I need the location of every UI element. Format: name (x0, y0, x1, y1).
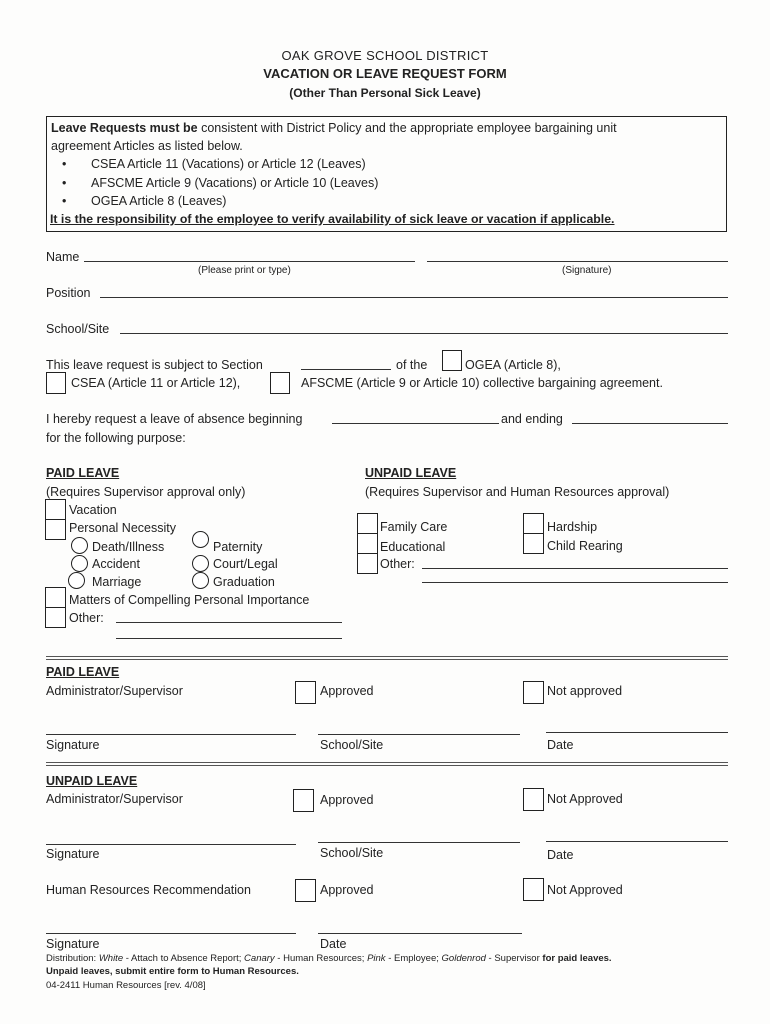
graduation-label: Graduation (213, 575, 275, 589)
paid-school-line[interactable] (318, 734, 520, 735)
position-label: Position (46, 286, 91, 300)
hr-date-label: Date (320, 937, 347, 951)
court-legal-radio[interactable] (192, 555, 209, 572)
unpaid-other-checkbox[interactable] (357, 553, 378, 574)
notice-lead-rest: consistent with District Policy and the appropriate employee bargaining unit (197, 121, 617, 135)
notice-line-2: agreement Articles as listed below. (51, 139, 243, 153)
unpaid-leave-note: (Requires Supervisor and Human Resources approval) (365, 485, 670, 499)
notice-line-1 (51, 121, 617, 135)
death-illness-label: Death/Illness (92, 540, 165, 554)
graduation-radio[interactable] (192, 572, 209, 589)
form-id: 04-2411 Human Resources [rev. 4/08] (46, 980, 206, 991)
paid-approval-heading: PAID LEAVE (46, 665, 120, 679)
bullet-dot: • (62, 176, 67, 190)
unpaid-date-label: Date (547, 848, 574, 862)
csea-label: CSEA (Article 11 or Article 12), (71, 376, 241, 390)
hr-signature-label: Signature (46, 937, 100, 951)
paid-date-line[interactable] (546, 732, 728, 733)
paid-date-label: Date (547, 738, 574, 752)
notice-responsibility: It is the responsibility of the employee to verify availability of sick leave or vacation if applicable. (50, 212, 615, 226)
paid-leaves-note: for paid leaves. (542, 953, 612, 964)
child-rearing-checkbox[interactable] (523, 533, 544, 554)
distribution-label: Distribution: (46, 953, 97, 964)
family-care-checkbox[interactable] (357, 513, 378, 534)
hr-date-line[interactable] (318, 933, 522, 934)
child-rearing-label: Child Rearing (547, 539, 623, 553)
copy-goldenrod: Goldenrod (441, 953, 486, 964)
unpaid-approval-heading: UNPAID LEAVE (46, 774, 138, 788)
section-of-text: of the (396, 358, 428, 372)
unpaid-other-label: Other: (380, 557, 415, 571)
copy-pink: Pink (367, 953, 386, 964)
bullet-dot: • (62, 194, 67, 208)
notice-lead: Leave Requests must be (51, 121, 198, 135)
hardship-checkbox[interactable] (523, 513, 544, 534)
accident-radio[interactable] (71, 555, 88, 572)
unpaid-approved-label: Approved (320, 793, 374, 807)
section-divider (46, 656, 728, 660)
copy-goldenrod-text: - Supervisor (485, 953, 543, 964)
afscme-checkbox[interactable] (270, 372, 290, 394)
death-illness-radio[interactable] (71, 537, 88, 554)
paid-leave-note: (Requires Supervisor approval only) (46, 485, 246, 499)
name-hint: (Please print or type) (198, 265, 291, 276)
hr-not-approved-checkbox[interactable] (523, 878, 544, 901)
paid-other-checkbox[interactable] (45, 607, 66, 628)
unpaid-signature-line[interactable] (46, 844, 296, 845)
marriage-radio[interactable] (68, 572, 85, 589)
accident-label: Accident (92, 557, 140, 571)
hardship-label: Hardship (547, 520, 598, 534)
unpaid-submit-note: Unpaid leaves, submit entire form to Human Resources. (46, 966, 299, 977)
notice-bullet-ogea: OGEA Article 8 (Leaves) (91, 194, 227, 208)
compelling-importance-checkbox[interactable] (45, 587, 66, 608)
ogea-label: OGEA (Article 8), (465, 358, 561, 372)
copy-canary: Canary (244, 953, 275, 964)
unpaid-school-line[interactable] (318, 842, 520, 843)
paid-not-approved-checkbox[interactable] (523, 681, 544, 704)
unpaid-other-field[interactable] (422, 568, 728, 569)
hr-signature-line[interactable] (46, 933, 296, 934)
paid-approved-label: Approved (320, 684, 374, 698)
hr-recommendation-label: Human Resources Recommendation (46, 883, 251, 897)
signature-hint: (Signature) (562, 265, 612, 276)
notice-bullet-afscme: AFSCME Article 9 (Vacations) or Article 10 (Leaves) (91, 176, 379, 190)
unpaid-approval-role: Administrator/Supervisor (46, 792, 183, 806)
notice-bullet-csea: CSEA Article 11 (Vacations) or Article 12 (Leaves) (91, 157, 366, 171)
unpaid-signature-label: Signature (46, 847, 100, 861)
educational-checkbox[interactable] (357, 533, 378, 554)
name-label: Name (46, 250, 80, 264)
afscme-label: AFSCME (Article 9 or Article 10) collective bargaining agreement. (301, 376, 663, 390)
copy-pink-text: - Employee; (385, 953, 442, 964)
ogea-checkbox[interactable] (442, 350, 462, 371)
paid-school-label: School/Site (320, 738, 384, 752)
section-text: This leave request is subject to Section (46, 358, 263, 372)
compelling-importance-label: Matters of Compelling Personal Importance (69, 593, 310, 607)
paid-approval-role: Administrator/Supervisor (46, 684, 183, 698)
name-field[interactable] (84, 261, 415, 262)
hr-not-approved-label: Not Approved (547, 883, 623, 897)
district-name: OAK GROVE SCHOOL DISTRICT (281, 48, 489, 63)
unpaid-other-field-2[interactable] (422, 582, 728, 583)
position-field[interactable] (100, 297, 728, 298)
hr-approved-label: Approved (320, 883, 374, 897)
unpaid-date-line[interactable] (546, 841, 728, 842)
paid-other-field[interactable] (116, 622, 342, 623)
paid-approved-checkbox[interactable] (295, 681, 316, 704)
paid-other-label: Other: (69, 611, 104, 625)
begin-date-field[interactable] (332, 423, 499, 424)
personal-necessity-checkbox[interactable] (45, 519, 66, 540)
paid-other-field-2[interactable] (116, 638, 342, 639)
distribution-line (46, 953, 612, 964)
school-label: School/Site (46, 322, 110, 336)
unpaid-not-approved-label: Not Approved (547, 792, 623, 806)
request-begin-text: I hereby request a leave of absence beginning (46, 412, 303, 426)
vacation-label: Vacation (69, 503, 117, 517)
signature-field[interactable] (427, 261, 728, 262)
unpaid-school-label: School/Site (320, 846, 384, 860)
section-number-field[interactable] (301, 369, 391, 370)
copy-canary-text: - Human Resources; (274, 953, 368, 964)
purpose-text: for the following purpose: (46, 431, 186, 445)
educational-label: Educational (380, 540, 446, 554)
section-divider (46, 762, 728, 766)
unpaid-approved-checkbox[interactable] (293, 789, 314, 812)
paid-signature-label: Signature (46, 738, 100, 752)
bullet-dot: • (62, 157, 67, 171)
copy-white: White (98, 953, 124, 964)
paid-signature-line[interactable] (46, 734, 296, 735)
paternity-radio[interactable] (192, 531, 209, 548)
personal-necessity-label: Personal Necessity (69, 521, 176, 535)
paid-leave-heading: PAID LEAVE (46, 466, 120, 480)
form-title: VACATION OR LEAVE REQUEST FORM (263, 66, 507, 81)
form-subtitle: (Other Than Personal Sick Leave) (289, 86, 481, 100)
csea-checkbox[interactable] (46, 372, 66, 394)
family-care-label: Family Care (380, 520, 448, 534)
unpaid-not-approved-checkbox[interactable] (523, 788, 544, 811)
unpaid-leave-heading: UNPAID LEAVE (365, 466, 457, 480)
end-date-field[interactable] (572, 423, 728, 424)
court-legal-label: Court/Legal (213, 557, 278, 571)
paternity-label: Paternity (213, 540, 263, 554)
copy-white-text: - Attach to Absence Report; (123, 953, 245, 964)
paid-not-approved-label: Not approved (547, 684, 623, 698)
marriage-label: Marriage (92, 575, 142, 589)
request-end-text: and ending (501, 412, 563, 426)
vacation-checkbox[interactable] (45, 499, 66, 520)
hr-approved-checkbox[interactable] (295, 879, 316, 902)
school-field[interactable] (120, 333, 728, 334)
